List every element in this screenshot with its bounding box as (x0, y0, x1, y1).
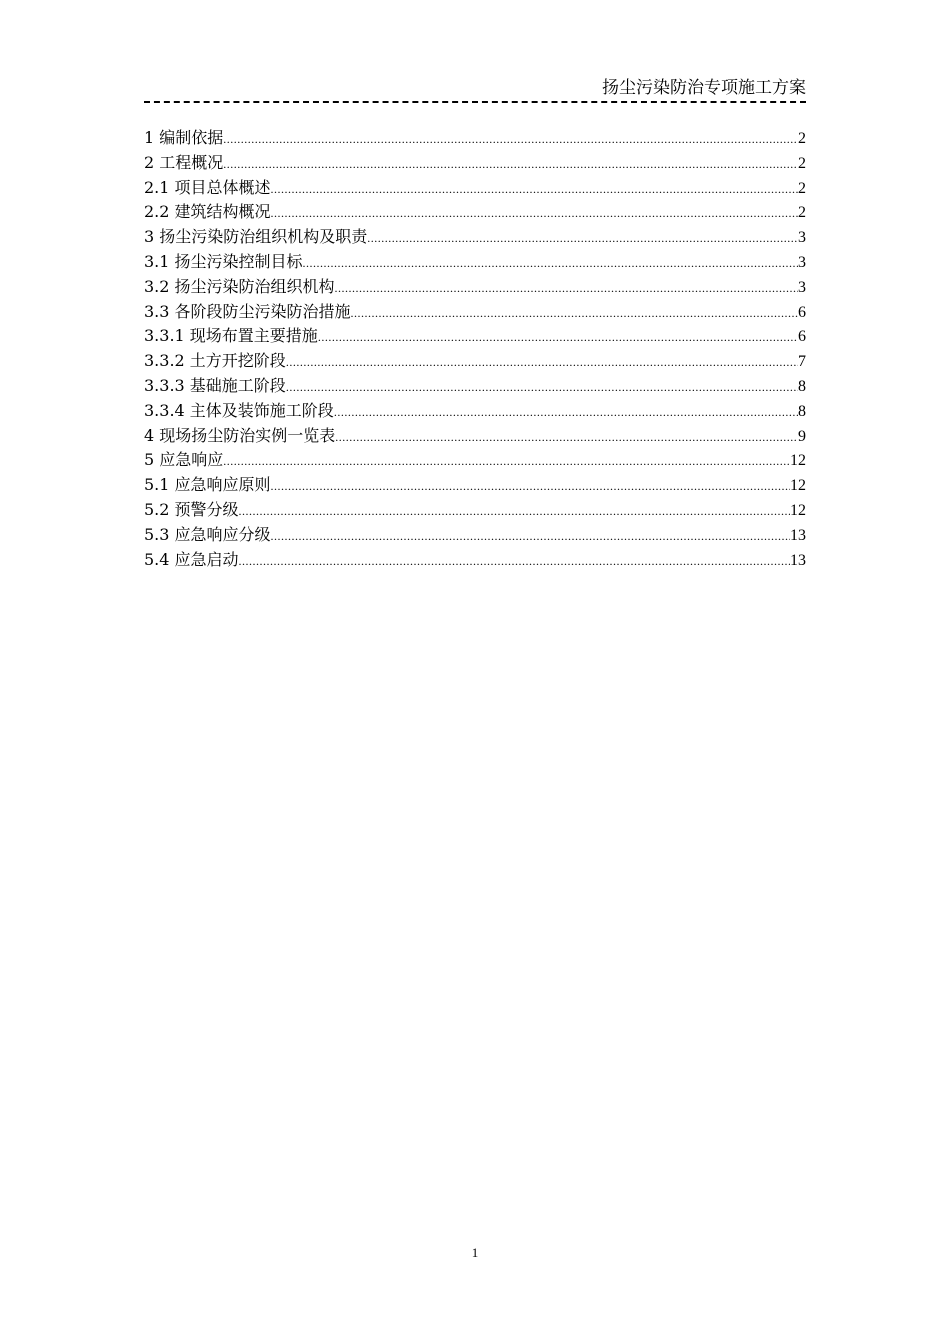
toc-entry-5-4[interactable] (144, 548, 806, 573)
toc-entry-page: 3 (798, 229, 806, 247)
toc-dot-leader (239, 499, 790, 523)
toc-entry-label: 2 工程概况 (144, 152, 224, 172)
toc-dot-leader (271, 524, 790, 548)
toc-entry-label: 4 现场扬尘防治实例一览表 (144, 425, 336, 445)
toc-dot-leader (351, 301, 798, 325)
toc-dot-leader (223, 449, 790, 473)
toc-entry-label: 2.2 建筑结构概况 (144, 202, 271, 222)
toc-entry-page: 6 (798, 303, 806, 321)
toc-entry-5-3[interactable] (144, 523, 806, 548)
toc-entry-page: 3 (798, 253, 806, 271)
toc-dot-leader (286, 350, 798, 374)
toc-entry-3-3-1[interactable] (144, 324, 806, 349)
toc-entry-1[interactable] (144, 126, 806, 151)
toc-entry-3-3-3[interactable] (144, 374, 806, 399)
toc-entry-page: 8 (798, 402, 806, 420)
toc-entry-label: 5 应急响应 (144, 450, 224, 470)
toc-dot-leader (286, 375, 798, 399)
toc-entry-label: 3.3 各阶段防尘污染防治措施 (144, 301, 351, 321)
toc-entry-page: 12 (790, 452, 806, 470)
page-header (144, 76, 806, 102)
toc-entry-page: 13 (790, 526, 806, 544)
toc-entry-3-3-4[interactable] (144, 399, 806, 424)
toc-dot-leader (271, 201, 798, 225)
toc-dot-leader (318, 325, 798, 349)
toc-entry-label: 5.4 应急启动 (144, 549, 239, 569)
toc-entry-3-3[interactable] (144, 300, 806, 325)
toc-entry-label: 3 扬尘污染防治组织机构及职责 (144, 227, 368, 247)
toc-dot-leader (223, 127, 798, 151)
toc-dot-leader (367, 226, 798, 250)
toc-entry-2-1[interactable] (144, 176, 806, 201)
toc-entry-label: 1 编制依据 (144, 128, 224, 147)
toc-entry-label: 2.1 项目总体概述 (144, 177, 271, 197)
header-divider (144, 101, 806, 103)
toc-entry-2[interactable] (144, 151, 806, 176)
toc-entry-label: 3.3.3 基础施工阶段 (144, 375, 286, 395)
toc-entry-label: 3.1 扬尘污染控制目标 (144, 251, 303, 271)
toc-dot-leader (271, 474, 790, 498)
toc-dot-leader (334, 400, 798, 424)
toc-entry-page: 2 (798, 179, 806, 197)
toc-entry-label: 3.2 扬尘污染防治组织机构 (144, 276, 335, 296)
toc-entry-page: 2 (798, 204, 806, 222)
toc-entry-3-1[interactable] (144, 250, 806, 275)
toc-entry-label: 5.3 应急响应分级 (144, 524, 271, 544)
toc-entry-page: 13 (790, 551, 806, 569)
toc-entry-5-2[interactable] (144, 498, 806, 523)
toc-entry-2-2[interactable] (144, 200, 806, 225)
toc-entry-5-1[interactable] (144, 473, 806, 498)
toc-entry-3-2[interactable] (144, 275, 806, 300)
toc-entry-page: 12 (790, 501, 806, 519)
page-number: 1 (471, 1245, 479, 1260)
toc-dot-leader (335, 425, 798, 449)
toc-dot-leader (223, 152, 798, 176)
toc-entry-4[interactable] (144, 424, 806, 449)
toc-entry-label: 3.3.1 现场布置主要措施 (144, 326, 318, 346)
toc-entry-5[interactable] (144, 448, 806, 473)
toc-entry-page: 9 (798, 427, 806, 445)
toc-dot-leader (335, 276, 798, 300)
toc-entry-label: 3.3.4 主体及装饰施工阶段 (144, 400, 334, 420)
toc-entry-page: 3 (798, 278, 806, 296)
toc-entry-label: 3.3.2 土方开挖阶段 (144, 351, 286, 371)
toc-entry-page: 8 (798, 377, 806, 395)
toc-entry-page: 12 (790, 477, 806, 495)
toc-entry-3-3-2[interactable] (144, 349, 806, 374)
document-title: 扬尘污染防治专项施工方案 (602, 78, 806, 98)
table-of-contents (144, 126, 806, 572)
toc-entry-3[interactable] (144, 225, 806, 250)
toc-entry-page: 6 (798, 328, 806, 346)
toc-entry-page: 7 (798, 353, 806, 371)
toc-dot-leader (271, 177, 798, 201)
toc-entry-page: 2 (798, 130, 806, 147)
toc-entry-label: 5.2 预警分级 (144, 499, 239, 519)
toc-dot-leader (239, 549, 790, 573)
toc-entry-label: 5.1 应急响应原则 (144, 475, 271, 495)
toc-entry-page: 2 (798, 154, 806, 172)
toc-dot-leader (303, 251, 798, 275)
